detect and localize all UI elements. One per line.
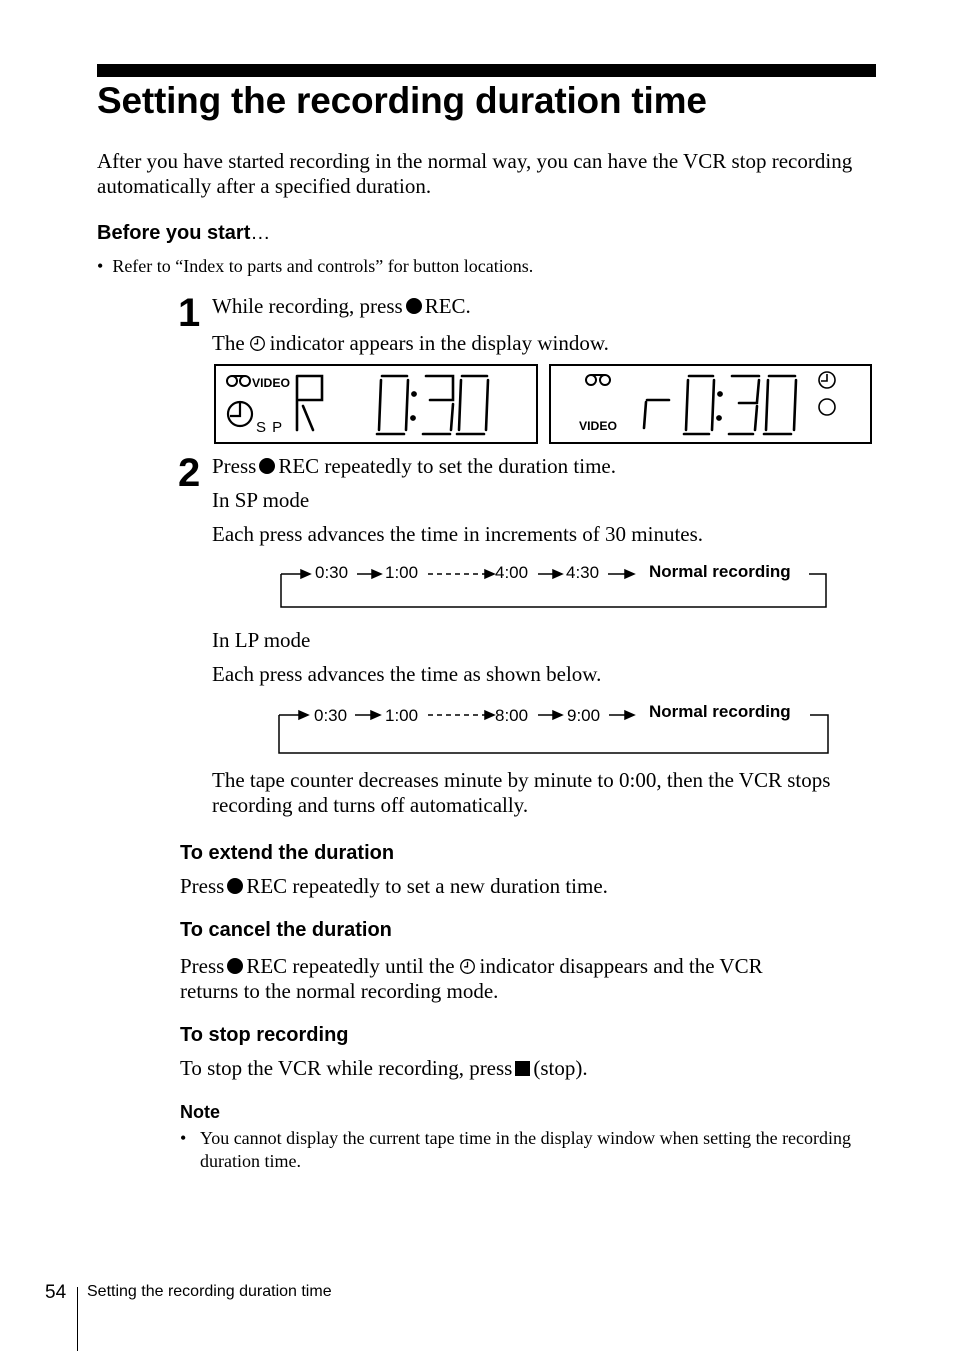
- step-2-line-1: [212, 454, 616, 479]
- segment-display-right: [644, 376, 796, 434]
- cancel-pre: Press: [180, 954, 225, 978]
- note-heading: Note: [180, 1102, 220, 1122]
- step-1-line-1-pre: While recording, press: [212, 294, 403, 318]
- extend-pre: Press: [180, 874, 225, 898]
- sp-mode-description: Each press advances the time in increments of 30 minutes.: [212, 522, 704, 546]
- record-dot-icon: [406, 298, 422, 314]
- before-bullet-text: Refer to “Index to parts and controls” for button locations.: [112, 256, 534, 276]
- timer-clock-icon: [459, 958, 476, 975]
- stop-text: [180, 1056, 588, 1081]
- lp-time-4: 9:00: [567, 706, 601, 725]
- before-heading-text: Before you start: [97, 222, 251, 244]
- cassette-icon: [227, 376, 250, 386]
- sp-time-3: 4:00: [495, 563, 529, 582]
- timer-clock-large-icon: [228, 402, 252, 426]
- note-bullet: [180, 1127, 870, 1173]
- page-title: Setting the recording duration time: [97, 80, 707, 121]
- stop-heading: To stop recording: [180, 1024, 349, 1046]
- display-left-video-label: VIDEO: [252, 376, 290, 390]
- display-window-right: [549, 364, 872, 444]
- lp-mode-label: In LP mode: [212, 628, 311, 652]
- display-right-video-label: VIDEO: [579, 419, 617, 433]
- stop-post: (stop).: [533, 1056, 588, 1080]
- cancel-post: indicator disappears and the VCR: [479, 954, 763, 978]
- step-2-number: 2: [178, 451, 201, 495]
- display-left-sp-label: S P: [256, 419, 284, 436]
- cancel-text-line-1: [180, 954, 763, 979]
- step-2-line-1-post: REC repeatedly to set the duration time.: [278, 454, 617, 478]
- sp-normal-recording: Normal recording: [649, 562, 791, 581]
- stop-pre: To stop the VCR while recording, press: [180, 1056, 513, 1080]
- timer-indicator-icon: [819, 372, 835, 388]
- lp-normal-recording: Normal recording: [649, 702, 791, 721]
- note-bullet-text: You cannot display the current tape time in the display window when setting the recording duration time.: [200, 1128, 852, 1171]
- lp-mode-description: Each press advances the time as shown below.: [212, 662, 602, 686]
- cancel-heading: To cancel the duration: [180, 919, 392, 941]
- bullet-mark: •: [97, 256, 113, 276]
- footer-divider: [77, 1287, 78, 1351]
- before-bullet: [97, 255, 533, 278]
- step-1-line-2-post: indicator appears in the display window.: [269, 331, 609, 355]
- lp-time-3: 8:00: [495, 706, 529, 725]
- step-1-number: 1: [178, 291, 201, 335]
- lp-flow-diagram: [273, 700, 835, 758]
- title-rule: [97, 64, 876, 77]
- lp-time-2: 1:00: [385, 706, 419, 725]
- footer-section-title: Setting the recording duration time: [87, 1283, 332, 1300]
- bullet-mark: •: [180, 1128, 187, 1148]
- lp-time-1: 0:30: [314, 706, 348, 725]
- step-1-line-1-post: REC.: [424, 294, 471, 318]
- record-dot-icon: [227, 878, 243, 894]
- record-dot-icon: [227, 958, 243, 974]
- step-1-line-2-pre: The: [212, 331, 245, 355]
- stop-square-icon: [515, 1061, 530, 1076]
- step-1-line-2: [212, 331, 609, 356]
- extend-post: REC repeatedly to set a new duration time.: [246, 874, 608, 898]
- sp-time-1: 0:30: [315, 563, 349, 582]
- extend-text: [180, 874, 608, 899]
- extend-heading: To extend the duration: [180, 842, 395, 864]
- before-heading-dots: …: [250, 222, 271, 244]
- page-number: 54: [45, 1282, 67, 1303]
- sp-flow-diagram: [275, 558, 835, 612]
- step-1-line-1: [212, 294, 471, 319]
- step-2-line-1-pre: Press: [212, 454, 257, 478]
- record-indicator-icon: [819, 399, 835, 415]
- before-you-start-heading: [97, 222, 270, 245]
- tape-counter-paragraph: The tape counter decreases minute by minute to 0:00, then the VCR stops recording and turns off automatically.: [212, 768, 831, 817]
- cancel-text-line-2: returns to the normal recording mode.: [180, 979, 499, 1003]
- sp-mode-label: In SP mode: [212, 488, 310, 512]
- intro-paragraph: After you have started recording in the normal way, you can have the VCR stop recording automatically after a specified duration.: [97, 149, 853, 198]
- segment-display-left: [297, 376, 488, 434]
- cassette-icon: [586, 375, 610, 385]
- sp-time-4: 4:30: [566, 563, 600, 582]
- display-window-left: [214, 364, 538, 444]
- timer-clock-icon: [249, 335, 266, 352]
- display-right-graphic: [551, 366, 870, 442]
- record-dot-icon: [259, 458, 275, 474]
- sp-time-2: 1:00: [385, 563, 419, 582]
- display-left-graphic: [216, 366, 536, 442]
- cancel-mid: REC repeatedly until the: [246, 954, 455, 978]
